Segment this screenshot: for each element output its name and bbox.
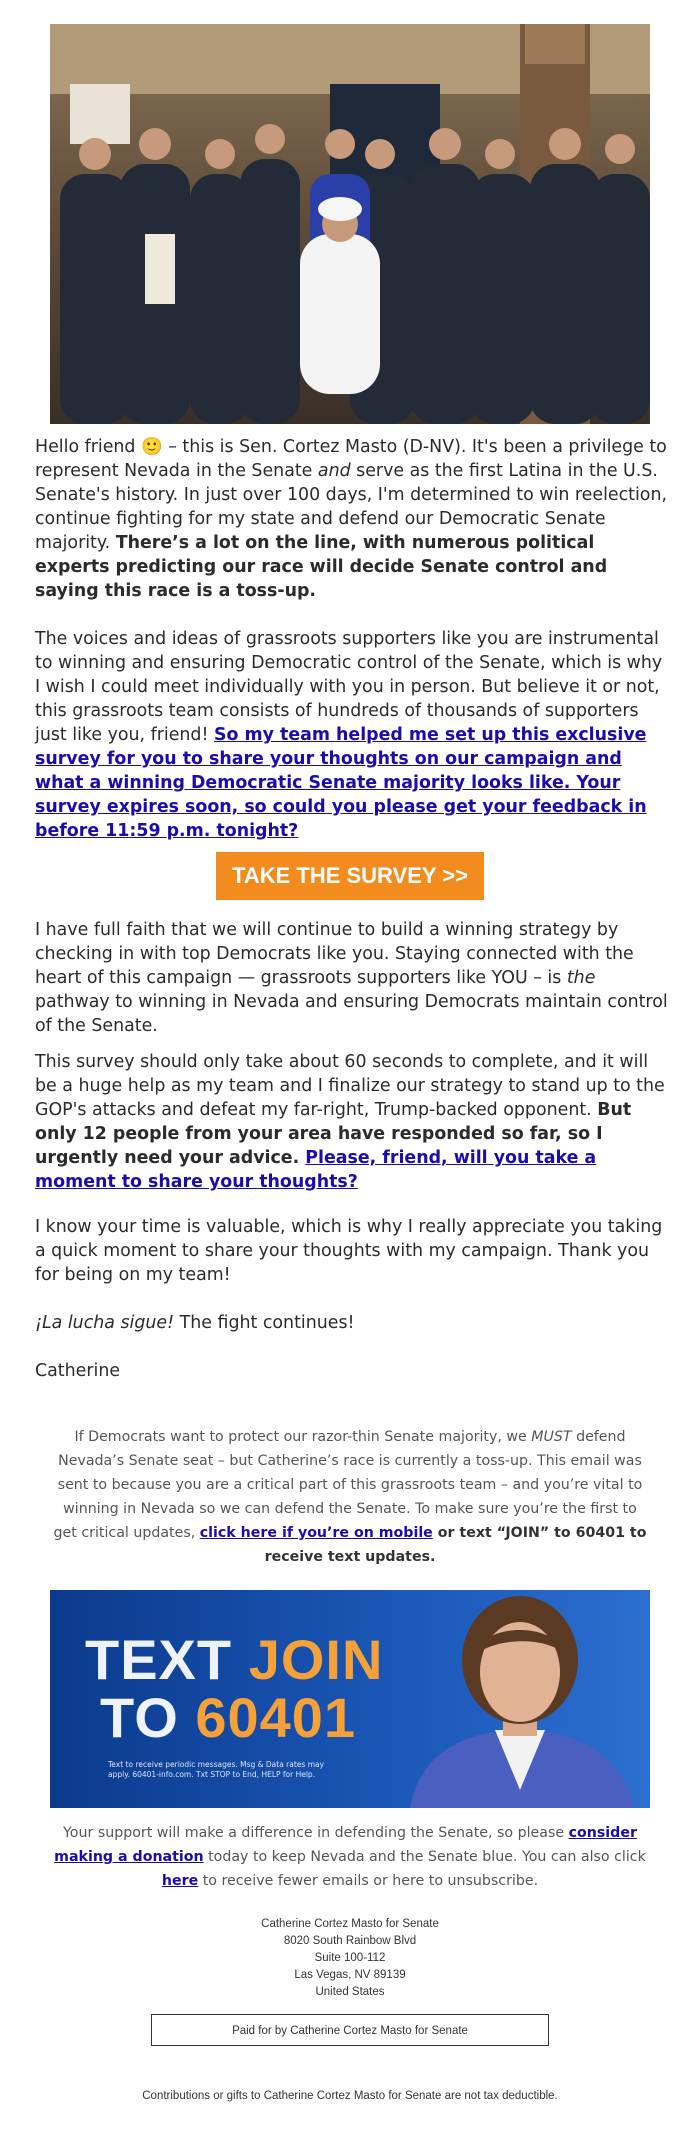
footer-text-updates: If Democrats want to protect our razor-thin Senate majority, we MUST defend Nevada’s Senate seat – but Catherine’s race is currently a toss-up. This email was sent to because you are a critical part of this grassroots team – and you’re vital to winning in Nevada so we can defend the Senate. To make sure you’re the first to get critical updates, click here if you’re on mobile or text “JOIN” to 60401 to receive text updates. [53,1429,647,1565]
survey-time-paragraph: This survey should only take about 60 seconds to complete, and it will be a huge help as my team and I finalize our strategy to stand up to the GOP's attacks and defeat my far-right, Trump-backed opponent. But only 12 people from your area have responded so far, so I urgently need your advice. Please, friend, will you take a moment to share your thoughts? [35,1052,665,1192]
grassroots-paragraph: The voices and ideas of grassroots supporters like you are instrumental to winning and ensuring Democratic control of the Senate, which is why I wish I could meet individually with you in person. But believe it or not, this grassroots team consists of hundreds of thousands of supporters just like you, friend! So my team helped me set up this exclusive survey for you to share your thoughts on our campaign and what a winning Democratic Senate majority looks like. Your survey expires soon, so could you please get your feedback in before 11:59 p.m. tonight? [35,629,663,841]
signature: Catherine [35,1361,121,1381]
hero-photo [50,24,650,424]
share-thoughts-link[interactable]: Please, friend, will you take a moment to share your thoughts? [35,1148,597,1192]
take-survey-button[interactable]: TAKE THE SURVEY >> [216,852,484,900]
banner-line-1: TEXT JOIN [85,1628,384,1691]
paid-for-box: Paid for by Catherine Cortez Masto for Senate [151,2014,549,2046]
mobile-link[interactable]: click here if you’re on mobile [199,1525,433,1541]
smile-emoji-icon: 🙂 [141,437,163,457]
la-lucha-paragraph: ¡La lucha sigue! The fight continues! [35,1313,355,1333]
fewer-emails-link[interactable]: here [161,1873,199,1889]
greeting: Hello friend [35,437,136,457]
mailing-address: Catherine Cortez Masto for Senate 8020 South Rainbow Blvd Suite 100-112 Las Vegas, NV 89139 United States [261,1918,439,1998]
intro-paragraph: Hello friend 🙂 – this is Sen. Cortez Masto (D-NV). It's been a privilege to represent Nevada in the Senate and serve as the first Latina in the U.S. Senate's history. In just over 100 days, I'm determined to win reelection, continue fighting for my state and defend our Democratic Senate majority. There’s a lot on the line, with numerous political experts predicting our race will decide Senate control and saying this race is a toss-up. [35,437,667,601]
banner-line-2: TO 60401 [100,1686,357,1749]
text-join-banner[interactable] [50,1590,650,1808]
banner-fine-print: Text to receive periodic messages. Msg & Data rates may apply. 60401-info.com. Txt STOP to End, HELP for Help. [108,1760,325,1779]
donation-link[interactable]: consider making a donation [54,1825,637,1865]
intro-bold-text: There’s a lot on the line, with numerous political experts predicting our race will decide Senate control and saying this race is a toss-up. [35,533,608,601]
strategy-paragraph: I have full faith that we will continue to build a winning strategy by checking in with top Democrats like you. Staying connected with the heart of this campaign — grassroots supporters like YOU – is the pathway to winning in Nevada and ensuring Democrats maintain control of the Senate. [35,920,668,1036]
footer-donation: Your support will make a difference in defending the Senate, so please consider making a donation today to keep Nevada and the Senate blue. You can also click here to receive fewer emails or here to unsubscribe. [54,1825,646,1889]
thank-you-paragraph: I know your time is valuable, which is why I really appreciate you taking a quick moment to share your thoughts with my campaign. Thank you for being on my team! [35,1217,663,1285]
survey-link[interactable]: So my team helped me set up this exclusive survey for you to share your thoughts on our campaign and what a winning Democratic Senate majority looks like. Your survey expires soon, so could you please get your feedback in before 11:59 p.m. tonight? [35,725,647,841]
senator-portrait [390,1590,650,1808]
tax-disclaimer: Contributions or gifts to Catherine Cortez Masto for Senate are not tax deductible. [142,2090,558,2102]
